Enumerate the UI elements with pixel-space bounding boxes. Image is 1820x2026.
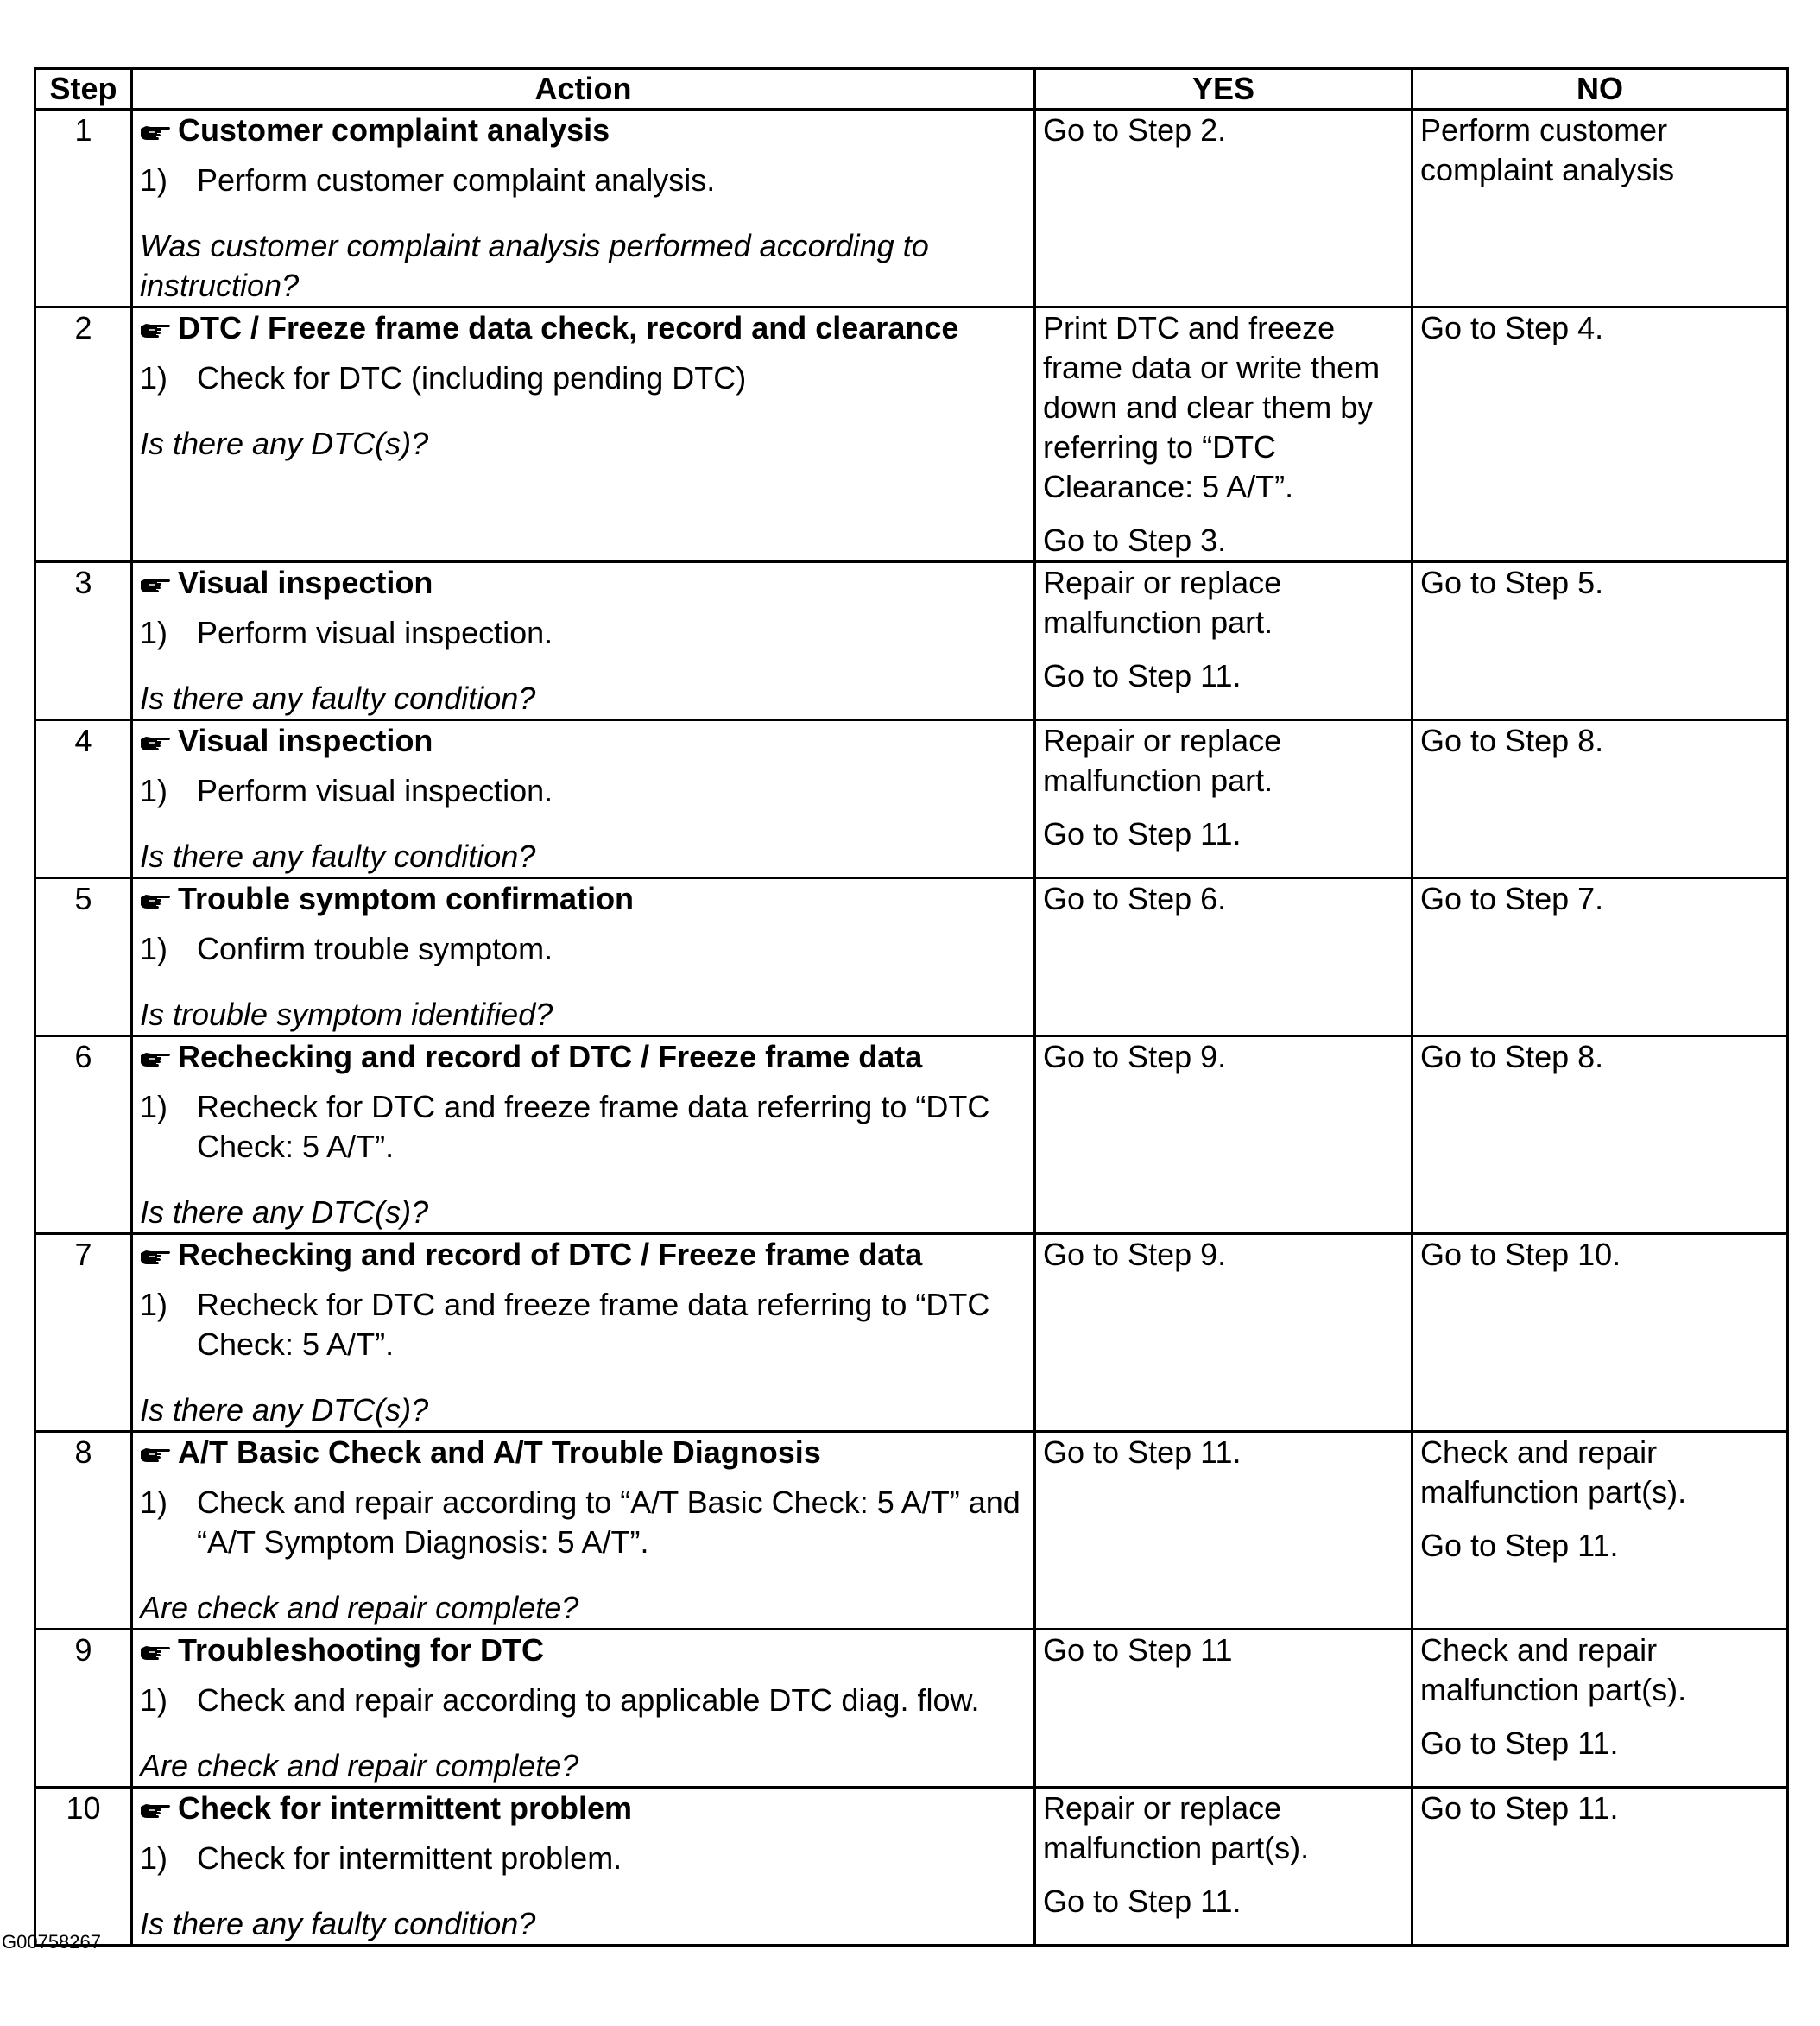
action-question: Is there any faulty condition? — [140, 1906, 536, 1941]
action-title-text: Trouble symptom confirmation — [178, 881, 635, 916]
table-row — [35, 720, 1788, 878]
no-cell — [1412, 1432, 1788, 1630]
action-question: Is trouble symptom identified? — [140, 997, 553, 1032]
table-body — [35, 110, 1788, 1946]
table-row — [35, 1234, 1788, 1432]
sub-step-number: 1) — [140, 360, 168, 396]
action-title — [140, 308, 1027, 348]
no-outcome-text: Check and repair malfunction part(s). — [1420, 1632, 1687, 1707]
pointing-hand-icon — [140, 122, 171, 142]
action-question: Are check and repair complete? — [140, 1590, 579, 1625]
action-title-text: A/T Basic Check and A/T Trouble Diagnosis — [178, 1434, 821, 1470]
yes-outcome-text: Print DTC and freeze frame data or write them down and clear them by referring to “DTC Clearance: 5 A/T”. — [1043, 310, 1381, 504]
yes-cell — [1035, 562, 1412, 720]
action-sub-step — [140, 1285, 1027, 1364]
diagnostic-flow-sheet — [34, 67, 1786, 1947]
action-sub-step — [140, 161, 1027, 200]
table-row — [35, 1036, 1788, 1234]
sub-step-number: 1) — [140, 1682, 168, 1718]
yes-cell — [1035, 720, 1412, 878]
action-sub-step — [140, 1483, 1027, 1562]
action-cell — [132, 1234, 1035, 1432]
sub-step-text: Confirm trouble symptom. — [197, 931, 553, 966]
no-cell — [1412, 1788, 1788, 1946]
action-question: Is there any faulty condition? — [140, 681, 536, 716]
no-cell — [1412, 1234, 1788, 1432]
no-outcome-text: Go to Step 8. — [1420, 723, 1604, 758]
sub-step-text: Recheck for DTC and freeze frame data referring to “DTC Check: 5 A/T”. — [197, 1089, 990, 1164]
header-yes: YES — [1035, 69, 1412, 110]
step-number: 2 — [35, 307, 132, 562]
header-action: Action — [132, 69, 1035, 110]
action-sub-step — [140, 1839, 1027, 1878]
action-title — [140, 563, 1027, 603]
action-question: Is there any faulty condition? — [140, 839, 536, 874]
sub-step-text: Recheck for DTC and freeze frame data referring to “DTC Check: 5 A/T”. — [197, 1287, 990, 1362]
yes-outcome-text: Go to Step 11. — [1043, 816, 1242, 852]
step-number: 1 — [35, 110, 132, 307]
step-number: 7 — [35, 1234, 132, 1432]
action-cell — [132, 1432, 1035, 1630]
action-sub-step — [140, 771, 1027, 811]
yes-outcome-text: Go to Step 3. — [1043, 522, 1227, 558]
step-number: 8 — [35, 1432, 132, 1630]
action-cell — [132, 307, 1035, 562]
table-row — [35, 1788, 1788, 1946]
yes-cell — [1035, 1788, 1412, 1946]
sub-step-text: Check for DTC (including pending DTC) — [197, 360, 747, 396]
action-title — [140, 1037, 1027, 1077]
action-cell — [132, 562, 1035, 720]
action-question: Is there any DTC(s)? — [140, 1194, 429, 1230]
pointing-hand-icon — [140, 320, 171, 340]
no-outcome-text: Go to Step 5. — [1420, 565, 1604, 600]
no-outcome-text: Go to Step 10. — [1420, 1237, 1621, 1272]
action-cell — [132, 1630, 1035, 1788]
action-sub-step — [140, 929, 1027, 969]
yes-cell — [1035, 1432, 1412, 1630]
action-title-text: Check for intermittent problem — [178, 1790, 633, 1826]
no-cell — [1412, 307, 1788, 562]
sub-step-number: 1) — [140, 615, 168, 650]
sub-step-number: 1) — [140, 1840, 168, 1876]
sub-step-number: 1) — [140, 773, 168, 808]
sub-step-number: 1) — [140, 931, 168, 966]
action-cell — [132, 1788, 1035, 1946]
action-cell — [132, 110, 1035, 307]
yes-outcome-text: Go to Step 11. — [1043, 658, 1242, 693]
step-number: 6 — [35, 1036, 132, 1234]
yes-cell — [1035, 1234, 1412, 1432]
no-cell — [1412, 720, 1788, 878]
sub-step-number: 1) — [140, 1089, 168, 1124]
no-outcome-text: Go to Step 11. — [1420, 1790, 1619, 1826]
pointing-hand-icon — [140, 1642, 171, 1662]
pointing-hand-icon — [140, 890, 171, 911]
no-outcome-text: Check and repair malfunction part(s). — [1420, 1434, 1687, 1510]
yes-outcome-text: Go to Step 11. — [1043, 1434, 1242, 1470]
table-row — [35, 1432, 1788, 1630]
action-question: Is there any DTC(s)? — [140, 1392, 429, 1428]
action-title — [140, 1433, 1027, 1472]
action-title — [140, 879, 1027, 919]
action-question: Is there any DTC(s)? — [140, 426, 429, 461]
step-number: 3 — [35, 562, 132, 720]
sub-step-text: Check and repair according to “A/T Basic Check: 5 A/T” and “A/T Symptom Diagnosis: 5 A/T”. — [197, 1485, 1021, 1560]
yes-cell — [1035, 1630, 1412, 1788]
no-cell — [1412, 878, 1788, 1036]
sub-step-text: Perform visual inspection. — [197, 773, 553, 808]
action-cell — [132, 720, 1035, 878]
pointing-hand-icon — [140, 1048, 171, 1069]
sub-step-number: 1) — [140, 1485, 168, 1520]
table-row — [35, 562, 1788, 720]
no-outcome-text: Go to Step 7. — [1420, 881, 1604, 916]
sub-step-text: Perform visual inspection. — [197, 615, 553, 650]
yes-outcome-text: Go to Step 2. — [1043, 112, 1227, 148]
pointing-hand-icon — [140, 732, 171, 753]
action-cell — [132, 878, 1035, 1036]
action-title — [140, 1235, 1027, 1275]
header-step: Step — [35, 69, 132, 110]
no-outcome-text: Go to Step 4. — [1420, 310, 1604, 345]
no-cell — [1412, 1036, 1788, 1234]
no-outcome-text: Go to Step 11. — [1420, 1725, 1619, 1761]
yes-outcome-text: Repair or replace malfunction part(s). — [1043, 1790, 1310, 1865]
yes-outcome-text: Go to Step 9. — [1043, 1237, 1227, 1272]
action-question: Was customer complaint analysis performed according to instruction? — [140, 228, 929, 303]
action-title — [140, 1630, 1027, 1670]
action-sub-step — [140, 358, 1027, 398]
header-no: NO — [1412, 69, 1788, 110]
diagnostic-flow-table — [34, 67, 1789, 1947]
action-title — [140, 1789, 1027, 1828]
action-cell — [132, 1036, 1035, 1234]
table-header-row — [35, 69, 1788, 110]
yes-cell — [1035, 307, 1412, 562]
yes-outcome-text: Go to Step 9. — [1043, 1039, 1227, 1074]
sub-step-text: Perform customer complaint analysis. — [197, 162, 716, 198]
yes-outcome-text: Repair or replace malfunction part. — [1043, 723, 1282, 798]
action-title-text: Customer complaint analysis — [178, 112, 610, 148]
yes-outcome-text: Go to Step 11. — [1043, 1884, 1242, 1919]
step-number: 5 — [35, 878, 132, 1036]
yes-outcome-text: Repair or replace malfunction part. — [1043, 565, 1282, 640]
figure-id: G00758267 — [2, 1931, 101, 1953]
sub-step-number: 1) — [140, 1287, 168, 1322]
action-sub-step — [140, 1681, 1027, 1720]
pointing-hand-icon — [140, 1444, 171, 1465]
table-row — [35, 307, 1788, 562]
table-row — [35, 1630, 1788, 1788]
action-title-text: Rechecking and record of DTC / Freeze frame data — [178, 1039, 923, 1074]
action-question: Are check and repair complete? — [140, 1748, 579, 1783]
pointing-hand-icon — [140, 1800, 171, 1820]
yes-cell — [1035, 1036, 1412, 1234]
yes-cell — [1035, 110, 1412, 307]
no-outcome-text: Perform customer complaint analysis — [1420, 112, 1675, 187]
step-number: 4 — [35, 720, 132, 878]
action-title — [140, 111, 1027, 150]
action-title-text: Visual inspection — [178, 723, 433, 758]
no-cell — [1412, 1630, 1788, 1788]
step-number: 10 — [35, 1788, 132, 1946]
pointing-hand-icon — [140, 1246, 171, 1267]
pointing-hand-icon — [140, 574, 171, 595]
yes-outcome-text: Go to Step 11 — [1043, 1632, 1233, 1668]
no-outcome-text: Go to Step 11. — [1420, 1528, 1619, 1563]
action-sub-step — [140, 613, 1027, 653]
action-title-text: Visual inspection — [178, 565, 433, 600]
step-number: 9 — [35, 1630, 132, 1788]
no-outcome-text: Go to Step 8. — [1420, 1039, 1604, 1074]
table-row — [35, 878, 1788, 1036]
sub-step-number: 1) — [140, 162, 168, 198]
yes-cell — [1035, 878, 1412, 1036]
action-title-text: Troubleshooting for DTC — [178, 1632, 544, 1668]
action-title — [140, 721, 1027, 761]
action-title-text: DTC / Freeze frame data check, record and clearance — [178, 310, 959, 345]
no-cell — [1412, 110, 1788, 307]
action-sub-step — [140, 1087, 1027, 1167]
sub-step-text: Check for intermittent problem. — [197, 1840, 622, 1876]
table-row — [35, 110, 1788, 307]
no-cell — [1412, 562, 1788, 720]
sub-step-text: Check and repair according to applicable DTC diag. flow. — [197, 1682, 980, 1718]
action-title-text: Rechecking and record of DTC / Freeze frame data — [178, 1237, 923, 1272]
yes-outcome-text: Go to Step 6. — [1043, 881, 1227, 916]
